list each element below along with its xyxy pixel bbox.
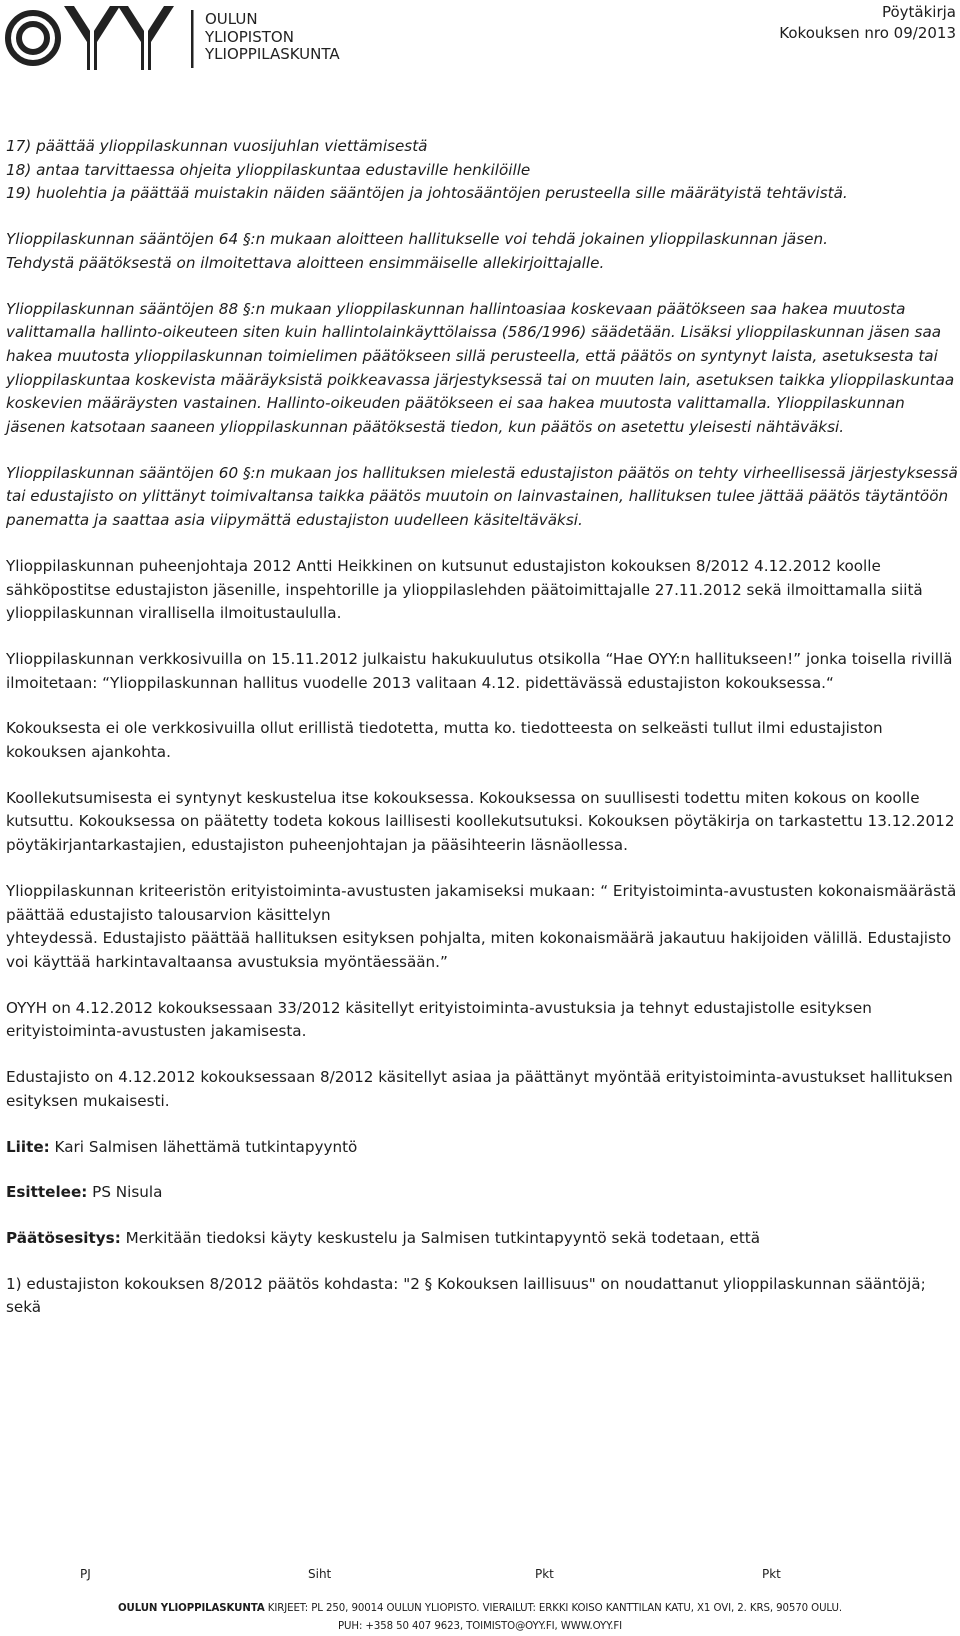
paragraph-chair: Ylioppilaskunnan puheenjohtaja 2012 Antti Heikkinen on kutsunut edustajiston kokouksen 8/2012 4.12.2012 koolle sähköpostitse edustajiston jäsenille, inspehtorille ja ylioppilaslehden päätoimittajalle 27.11.2012 sekä ilmoittamalla siitä ylioppilaskunnan virallisella ilmoitustaululla. — [6, 556, 923, 623]
footer-address-line — [0, 1600, 960, 1618]
oyy-logo — [0, 0, 370, 78]
document-type: Pöytäkirja — [881, 3, 956, 21]
logo-line-3: YLIOPPILASKUNTA — [205, 45, 340, 63]
presenter-value: PS Nisula — [87, 1183, 163, 1202]
logo-text — [205, 11, 340, 64]
proposal-label: Päätösesitys: — [6, 1228, 121, 1247]
proposal-line — [6, 1227, 958, 1251]
footer-contact: PUH: +358 50 407 9623, TOIMISTO@OYY.FI, WWW.OYY.FI — [337, 1621, 623, 1632]
signature-field: Pkt — [535, 1567, 554, 1581]
paragraph-line: Ylioppilaskunnan sääntöjen 64 §:n mukaan aloitteen hallitukselle voi tehdä jokainen ylioppilaskunnan jäsen. — [6, 230, 828, 249]
page-footer — [0, 1600, 960, 1636]
proposal-value: Merkitään tiedoksi käyty keskustelu ja Salmisen tutkintapyyntö sekä todetaan, että — [120, 1228, 761, 1247]
paragraph-web: Ylioppilaskunnan verkkosivuilla on 15.11.2012 julkaistu hakukuulutus otsikolla “Hae OYY:n hallitukseen!” jonka toisella rivillä ilmoitetaan: “Ylioppilaskunnan hallitus vuodelle 2013 valitaan 4.12. pidettävässä edustajiston kokouksessa.“ — [6, 649, 953, 692]
paragraph-rules-88 — [6, 298, 958, 440]
document-header — [779, 2, 956, 44]
document-body — [6, 135, 958, 1320]
logo-line-1: OULUN — [205, 10, 258, 28]
list-item: 18) antaa tarvittaessa ohjeita ylioppilaskuntaa edustaville henkilöille — [6, 160, 531, 179]
signature-field: Pkt — [762, 1567, 781, 1581]
paragraph-line: Ylioppilaskunnan sääntöjen 88 §:n mukaan ylioppilaskunnan hallintoasiaa koskevaan päätökseen saa hakea muutosta valittamalla hallinto-oikeuteen siten kuin hallintolainkäyttölaissa (586/1996) säädetään. — [6, 299, 906, 342]
paragraph-line: yhteydessä. Edustajisto päättää hallituksen esityksen pohjalta, miten kokonaismäärä jakautuu hakijoiden välillä. Edustajisto voi käyttää harkintavaltaansa avustuksia myöntäessään.” — [6, 929, 952, 971]
duties-list — [6, 135, 958, 206]
paragraph-line: Ylioppilaskunnan kriteeristön erityistoiminta-avustusten jakamiseksi mukaan: “ Erityistoiminta-avustusten kokonaismäärästä päättää edustajisto talousarvion käsittelyn — [6, 881, 957, 924]
paragraph-criteria — [6, 880, 958, 975]
attachment-line — [6, 1136, 958, 1160]
paragraph-line: Tehdystä päätöksestä on ilmoitettava aloitteen ensimmäiselle allekirjoittajalle. — [6, 253, 605, 272]
footer-org: OULUN YLIOPPILASKUNTA — [117, 1603, 265, 1614]
proposal-item-1: 1) edustajiston kokouksen 8/2012 päätös kohdasta: "2 § Kokouksen laillisuus" on noudattanut ylioppilaskunnan sääntöjä; sekä — [6, 1274, 926, 1317]
attachment-value: Kari Salmisen lähettämä tutkintapyyntö — [49, 1137, 358, 1156]
signature-field: PJ — [80, 1567, 91, 1581]
signature-row — [0, 1567, 960, 1587]
presenter-label: Esittelee: — [6, 1183, 88, 1202]
meeting-number: Kokouksen nro 09/2013 — [779, 24, 956, 42]
paragraph-council: Edustajisto on 4.12.2012 kokouksessaan 8/2012 käsitellyt asiaa ja päättänyt myöntää erityistoiminta-avustukset hallituksen esityksen mukaisesti. — [6, 1068, 953, 1110]
footer-address: KIRJEET: PL 250, 90014 OULUN YLIOPISTO. VIERAILUT: ERKKI KOISO KANTTILAN KATU, X1 OVI, 2. KRS, 90570 OULU. — [264, 1603, 842, 1614]
attachment-label: Liite: — [6, 1137, 50, 1156]
paragraph-line: Ylioppilaskunnan jäsenen katsotaan saaneen ylioppilaskunnan päätöksestä tiedon, kun päätös on asetettu yleisesti nähtäväksi. — [6, 394, 905, 437]
paragraph-rules-60: Ylioppilaskunnan sääntöjen 60 §:n mukaan jos hallituksen mielestä edustajiston päätös on tehty virheellisessä järjestyksessä tai edustajisto on ylittänyt toimivaltansa taikka päätös muutoin on lainvastainen, hallituksen tulee jättää päätös täytäntöön panematta ja saattaa asia viipymättä edustajiston uudelleen käsiteltäväksi. — [6, 463, 958, 530]
paragraph-oyyh: OYYH on 4.12.2012 kokouksessaan 33/2012 käsitellyt erityistoiminta-avustuksia ja tehnyt edustajistolle esityksen erityistoiminta-avustusten jakamisesta. — [6, 998, 872, 1041]
paragraph-line: Hallinto-oikeuden päätökseen ei saa hakea muutosta valittamalla. — [266, 394, 772, 413]
logo-line-2: YLIOPISTON — [205, 27, 294, 46]
list-item: 17) päättää ylioppilaskunnan vuosijuhlan viettämisestä — [6, 137, 428, 155]
paragraph-notice: Kokouksesta ei ole verkkosivuilla ollut erillistä tiedotetta, mutta ko. tiedotteesta on selkeästi tullut ilmi edustajiston kokouksen ajankohta. — [6, 719, 883, 762]
signature-field: Siht — [308, 1567, 332, 1581]
paragraph-convening: Koollekutsumisesta ei syntynyt keskustelua itse kokouksessa. Kokouksessa on suullisesti todettu miten kokous on koolle kutsuttu. Kokouksessa on päätetty todeta kokous laillisesti koollekutsutuksi. Kokouksen pöytäkirja on tarkastettu 13.12.2012 pöytäkirjantarkastajien, edustajiston puheenjohtajan ja pääsihteerin läsnäollessa. — [6, 788, 955, 855]
presenter-line — [6, 1181, 958, 1205]
list-item: 19) huolehtia ja päättää muistakin näiden sääntöjen ja johtosääntöjen perusteella sille määrätyistä tehtävistä. — [6, 184, 848, 203]
paragraph-rules-64 — [6, 228, 958, 275]
paragraph-line: Lisäksi ylioppilaskunnan jäsen saa hakea muutosta ylioppilaskunnan toimielimen päätökseen sillä perusteella, että päätös on syntynyt laista, asetuksesta tai ylioppilaskuntaa koskevista määräyksistä poikkeavassa järjestyksessä tai on muuten lain, asetuksen taikka ylioppilaskuntaa koskevien määräysten vastainen. — [6, 323, 955, 413]
